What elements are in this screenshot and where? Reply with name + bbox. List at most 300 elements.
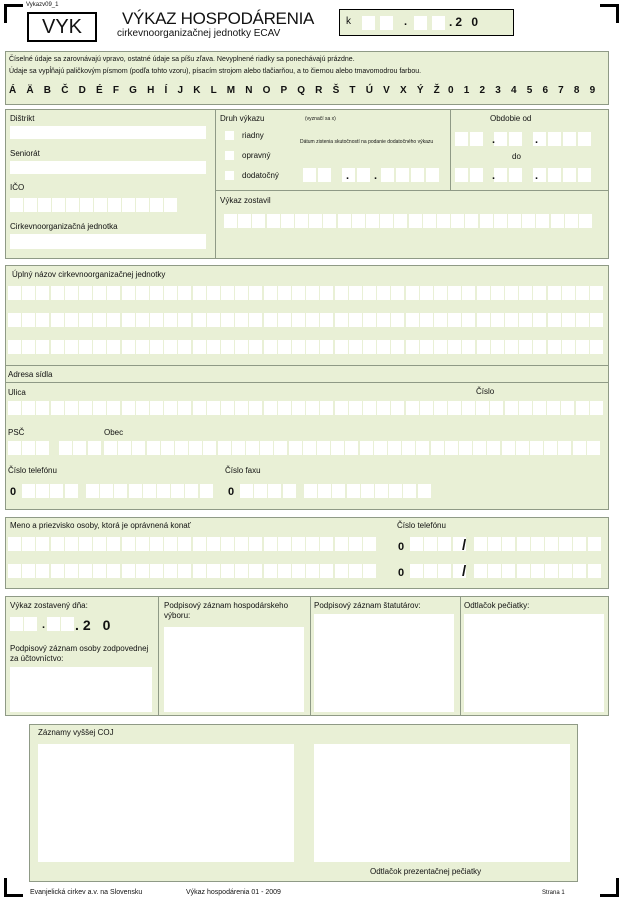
- authorized-phone-cell[interactable]: [424, 564, 437, 578]
- full-name-cell[interactable]: [562, 340, 575, 354]
- authorized-name-cell[interactable]: [306, 537, 319, 551]
- full-name-cell[interactable]: [363, 340, 376, 354]
- full-name-cell[interactable]: [136, 340, 149, 354]
- authorized-name-cell[interactable]: [164, 537, 177, 551]
- full-name-cell[interactable]: [249, 286, 262, 300]
- full-name-cell[interactable]: [79, 286, 92, 300]
- number-cell[interactable]: [576, 401, 589, 415]
- full-name-cell[interactable]: [320, 313, 333, 327]
- ico-cell[interactable]: [136, 198, 149, 212]
- town-cell[interactable]: [445, 441, 458, 455]
- compiled-by-cell[interactable]: [252, 214, 265, 228]
- full-name-cell[interactable]: [107, 286, 120, 300]
- street-cell[interactable]: [249, 401, 262, 415]
- ico-cell[interactable]: [150, 198, 163, 212]
- compiled-by-cell[interactable]: [338, 214, 351, 228]
- town-cell[interactable]: [203, 441, 216, 455]
- full-name-cell[interactable]: [406, 340, 419, 354]
- compiled-by-cell[interactable]: [522, 214, 535, 228]
- compiled-by-cell[interactable]: [579, 214, 592, 228]
- town-cell[interactable]: [289, 441, 302, 455]
- full-name-cell[interactable]: [150, 313, 163, 327]
- authorized-name-cell[interactable]: [51, 564, 64, 578]
- full-name-cell[interactable]: [448, 340, 461, 354]
- authorized-name-cell[interactable]: [107, 537, 120, 551]
- town-cell[interactable]: [431, 441, 444, 455]
- full-name-cell[interactable]: [235, 286, 248, 300]
- street-cell[interactable]: [221, 401, 234, 415]
- compiled-date-cell[interactable]: [10, 617, 23, 631]
- authorized-name-cell[interactable]: [349, 537, 362, 551]
- authorized-name-cell[interactable]: [193, 564, 206, 578]
- compiled-by-cell[interactable]: [409, 214, 422, 228]
- full-name-cell[interactable]: [306, 286, 319, 300]
- street-cell[interactable]: [79, 401, 92, 415]
- street-cell[interactable]: [36, 401, 49, 415]
- period-to-cell[interactable]: [578, 168, 591, 182]
- full-name-cell[interactable]: [207, 286, 220, 300]
- phone-cell[interactable]: [36, 484, 49, 498]
- authorized-name-cell[interactable]: [292, 537, 305, 551]
- town-cell[interactable]: [502, 441, 515, 455]
- full-name-cell[interactable]: [434, 286, 447, 300]
- full-name-cell[interactable]: [164, 313, 177, 327]
- town-cell[interactable]: [360, 441, 373, 455]
- full-name-cell[interactable]: [150, 340, 163, 354]
- finding-date-cell[interactable]: [303, 168, 316, 182]
- authorized-name-cell[interactable]: [235, 564, 248, 578]
- compiled-by-cell[interactable]: [508, 214, 521, 228]
- ico-cell[interactable]: [38, 198, 51, 212]
- full-name-cell[interactable]: [377, 313, 390, 327]
- full-name-cell[interactable]: [8, 340, 21, 354]
- street-cell[interactable]: [434, 401, 447, 415]
- ico-cell[interactable]: [108, 198, 121, 212]
- full-name-cell[interactable]: [278, 286, 291, 300]
- full-name-cell[interactable]: [278, 340, 291, 354]
- fax-cell[interactable]: [418, 484, 431, 498]
- authorized-name-cell[interactable]: [349, 564, 362, 578]
- street-cell[interactable]: [8, 401, 21, 415]
- town-cell[interactable]: [345, 441, 358, 455]
- town-cell[interactable]: [544, 441, 557, 455]
- full-name-cell[interactable]: [519, 313, 532, 327]
- full-name-cell[interactable]: [562, 313, 575, 327]
- full-name-cell[interactable]: [79, 313, 92, 327]
- full-name-cell[interactable]: [136, 286, 149, 300]
- authorized-phone-cell[interactable]: [410, 564, 423, 578]
- authorized-name-cell[interactable]: [249, 564, 262, 578]
- authorized-phone-cell[interactable]: [488, 537, 501, 551]
- authorized-name-cell[interactable]: [278, 537, 291, 551]
- street-cell[interactable]: [406, 401, 419, 415]
- full-name-cell[interactable]: [36, 313, 49, 327]
- fax-cell[interactable]: [304, 484, 317, 498]
- full-name-cell[interactable]: [335, 313, 348, 327]
- compiled-date-cell[interactable]: [24, 617, 37, 631]
- full-name-cell[interactable]: [576, 286, 589, 300]
- compiled-by-cell[interactable]: [323, 214, 336, 228]
- town-cell[interactable]: [232, 441, 245, 455]
- period-from-cell[interactable]: [470, 132, 483, 146]
- street-cell[interactable]: [448, 401, 461, 415]
- full-name-cell[interactable]: [519, 286, 532, 300]
- authorized-name-cell[interactable]: [320, 564, 333, 578]
- full-name-cell[interactable]: [292, 340, 305, 354]
- period-from-cell[interactable]: [548, 132, 561, 146]
- authorized-name-cell[interactable]: [178, 537, 191, 551]
- phone-cell[interactable]: [100, 484, 113, 498]
- psc-cell[interactable]: [59, 441, 72, 455]
- full-name-cell[interactable]: [65, 340, 78, 354]
- street-cell[interactable]: [335, 401, 348, 415]
- street-cell[interactable]: [235, 401, 248, 415]
- full-name-cell[interactable]: [448, 313, 461, 327]
- authorized-name-cell[interactable]: [221, 564, 234, 578]
- full-name-cell[interactable]: [249, 340, 262, 354]
- full-name-cell[interactable]: [122, 340, 135, 354]
- finding-date-cell[interactable]: [357, 168, 370, 182]
- authorized-phone-cell[interactable]: [559, 564, 572, 578]
- ico-cell[interactable]: [122, 198, 135, 212]
- ico-cell[interactable]: [66, 198, 79, 212]
- authorized-name-cell[interactable]: [8, 564, 21, 578]
- compiled-by-cell[interactable]: [295, 214, 308, 228]
- authorized-phone-cell[interactable]: [545, 564, 558, 578]
- full-name-cell[interactable]: [505, 313, 518, 327]
- compiled-date-cell[interactable]: [47, 617, 60, 631]
- street-cell[interactable]: [207, 401, 220, 415]
- authorized-name-cell[interactable]: [79, 564, 92, 578]
- full-name-cell[interactable]: [207, 313, 220, 327]
- authorized-name-cell[interactable]: [51, 537, 64, 551]
- full-name-cell[interactable]: [93, 313, 106, 327]
- fax-cell[interactable]: [283, 484, 296, 498]
- full-name-cell[interactable]: [590, 313, 603, 327]
- period-to-cell[interactable]: [470, 168, 483, 182]
- ico-cell[interactable]: [80, 198, 93, 212]
- town-cell[interactable]: [132, 441, 145, 455]
- finding-date-cell[interactable]: [318, 168, 331, 182]
- authorized-phone-cell[interactable]: [588, 537, 601, 551]
- authorized-name-cell[interactable]: [235, 537, 248, 551]
- psc-cell[interactable]: [36, 441, 49, 455]
- authorized-name-cell[interactable]: [136, 564, 149, 578]
- compiled-by-cell[interactable]: [380, 214, 393, 228]
- full-name-cell[interactable]: [292, 313, 305, 327]
- full-name-cell[interactable]: [207, 340, 220, 354]
- full-name-cell[interactable]: [533, 313, 546, 327]
- street-cell[interactable]: [363, 401, 376, 415]
- fax-cell[interactable]: [240, 484, 253, 498]
- authorized-name-cell[interactable]: [150, 564, 163, 578]
- authorized-name-cell[interactable]: [249, 537, 262, 551]
- full-name-cell[interactable]: [178, 286, 191, 300]
- ico-cell[interactable]: [164, 198, 177, 212]
- header-cell-2[interactable]: [380, 16, 393, 30]
- authorized-name-cell[interactable]: [306, 564, 319, 578]
- period-to-cell[interactable]: [509, 168, 522, 182]
- authorized-phone-cell[interactable]: [531, 537, 544, 551]
- town-cell[interactable]: [473, 441, 486, 455]
- district-field[interactable]: [10, 126, 206, 139]
- authorized-phone-cell[interactable]: [573, 537, 586, 551]
- town-cell[interactable]: [587, 441, 600, 455]
- phone-cell[interactable]: [157, 484, 170, 498]
- authorized-name-cell[interactable]: [264, 564, 277, 578]
- compiled-by-cell[interactable]: [565, 214, 578, 228]
- street-cell[interactable]: [22, 401, 35, 415]
- full-name-cell[interactable]: [562, 286, 575, 300]
- phone-cell[interactable]: [50, 484, 63, 498]
- full-name-cell[interactable]: [193, 340, 206, 354]
- full-name-cell[interactable]: [107, 313, 120, 327]
- full-name-cell[interactable]: [264, 340, 277, 354]
- full-name-cell[interactable]: [8, 286, 21, 300]
- full-name-cell[interactable]: [391, 340, 404, 354]
- town-cell[interactable]: [558, 441, 571, 455]
- full-name-cell[interactable]: [491, 286, 504, 300]
- period-from-cell[interactable]: [563, 132, 576, 146]
- full-name-cell[interactable]: [65, 313, 78, 327]
- ico-cell[interactable]: [52, 198, 65, 212]
- town-cell[interactable]: [331, 441, 344, 455]
- street-cell[interactable]: [391, 401, 404, 415]
- compiled-by-cell[interactable]: [309, 214, 322, 228]
- full-name-cell[interactable]: [320, 340, 333, 354]
- full-name-cell[interactable]: [363, 313, 376, 327]
- number-cell[interactable]: [505, 401, 518, 415]
- period-from-cell[interactable]: [494, 132, 507, 146]
- authorized-name-cell[interactable]: [278, 564, 291, 578]
- full-name-cell[interactable]: [235, 340, 248, 354]
- town-cell[interactable]: [104, 441, 117, 455]
- compiled-by-cell[interactable]: [281, 214, 294, 228]
- town-cell[interactable]: [303, 441, 316, 455]
- full-name-cell[interactable]: [51, 313, 64, 327]
- full-name-cell[interactable]: [235, 313, 248, 327]
- header-cell-4[interactable]: [432, 16, 445, 30]
- full-name-cell[interactable]: [22, 286, 35, 300]
- authorized-name-cell[interactable]: [36, 537, 49, 551]
- full-name-cell[interactable]: [193, 313, 206, 327]
- full-name-cell[interactable]: [548, 340, 561, 354]
- full-name-cell[interactable]: [221, 286, 234, 300]
- authorized-phone-cell[interactable]: [517, 537, 530, 551]
- full-name-cell[interactable]: [505, 286, 518, 300]
- authorized-name-cell[interactable]: [36, 564, 49, 578]
- town-cell[interactable]: [530, 441, 543, 455]
- authorized-name-cell[interactable]: [363, 537, 376, 551]
- authorized-name-cell[interactable]: [335, 564, 348, 578]
- full-name-cell[interactable]: [505, 340, 518, 354]
- period-from-cell[interactable]: [509, 132, 522, 146]
- full-name-cell[interactable]: [65, 286, 78, 300]
- full-name-cell[interactable]: [36, 340, 49, 354]
- compiled-by-cell[interactable]: [551, 214, 564, 228]
- street-cell[interactable]: [306, 401, 319, 415]
- full-name-cell[interactable]: [462, 286, 475, 300]
- town-cell[interactable]: [459, 441, 472, 455]
- full-name-cell[interactable]: [519, 340, 532, 354]
- full-name-cell[interactable]: [377, 286, 390, 300]
- unit-field[interactable]: [10, 234, 206, 249]
- number-cell[interactable]: [561, 401, 574, 415]
- authorized-name-cell[interactable]: [264, 537, 277, 551]
- header-cell-1[interactable]: [362, 16, 375, 30]
- finding-date-cell[interactable]: [396, 168, 409, 182]
- full-name-cell[interactable]: [349, 313, 362, 327]
- compiled-by-cell[interactable]: [224, 214, 237, 228]
- full-name-cell[interactable]: [178, 340, 191, 354]
- authorized-name-cell[interactable]: [93, 564, 106, 578]
- number-cell[interactable]: [476, 401, 489, 415]
- full-name-cell[interactable]: [491, 313, 504, 327]
- town-cell[interactable]: [516, 441, 529, 455]
- higher-records-field[interactable]: [38, 744, 294, 862]
- compiled-by-cell[interactable]: [238, 214, 251, 228]
- full-name-cell[interactable]: [420, 286, 433, 300]
- street-cell[interactable]: [292, 401, 305, 415]
- stamp-field[interactable]: [464, 614, 604, 712]
- authorized-phone-cell[interactable]: [502, 537, 515, 551]
- street-cell[interactable]: [264, 401, 277, 415]
- authorized-name-cell[interactable]: [93, 537, 106, 551]
- full-name-cell[interactable]: [22, 340, 35, 354]
- authorized-phone-cell[interactable]: [502, 564, 515, 578]
- street-cell[interactable]: [349, 401, 362, 415]
- full-name-cell[interactable]: [406, 313, 419, 327]
- authorized-name-cell[interactable]: [164, 564, 177, 578]
- full-name-cell[interactable]: [93, 286, 106, 300]
- authorized-phone-cell[interactable]: [410, 537, 423, 551]
- street-cell[interactable]: [420, 401, 433, 415]
- town-cell[interactable]: [274, 441, 287, 455]
- ico-cell[interactable]: [94, 198, 107, 212]
- town-cell[interactable]: [416, 441, 429, 455]
- full-name-cell[interactable]: [477, 313, 490, 327]
- fax-cell[interactable]: [268, 484, 281, 498]
- compiled-by-cell[interactable]: [494, 214, 507, 228]
- street-cell[interactable]: [51, 401, 64, 415]
- authorized-phone-cell[interactable]: [438, 564, 451, 578]
- authorized-name-cell[interactable]: [136, 537, 149, 551]
- accounting-signature-field[interactable]: [10, 667, 152, 712]
- authorized-name-cell[interactable]: [65, 564, 78, 578]
- full-name-cell[interactable]: [335, 286, 348, 300]
- psc-cell[interactable]: [73, 441, 86, 455]
- full-name-cell[interactable]: [164, 286, 177, 300]
- full-name-cell[interactable]: [391, 286, 404, 300]
- full-name-cell[interactable]: [264, 313, 277, 327]
- type-riadny-checkbox[interactable]: [225, 131, 234, 140]
- authorized-name-cell[interactable]: [65, 537, 78, 551]
- number-cell[interactable]: [490, 401, 503, 415]
- full-name-cell[interactable]: [548, 286, 561, 300]
- period-to-cell[interactable]: [494, 168, 507, 182]
- authorized-name-cell[interactable]: [22, 537, 35, 551]
- phone-cell[interactable]: [143, 484, 156, 498]
- full-name-cell[interactable]: [249, 313, 262, 327]
- seniorat-field[interactable]: [10, 161, 206, 174]
- authorized-name-cell[interactable]: [207, 564, 220, 578]
- street-cell[interactable]: [93, 401, 106, 415]
- authorized-name-cell[interactable]: [122, 564, 135, 578]
- street-cell[interactable]: [65, 401, 78, 415]
- type-opravny-checkbox[interactable]: [225, 151, 234, 160]
- full-name-cell[interactable]: [320, 286, 333, 300]
- full-name-cell[interactable]: [462, 313, 475, 327]
- full-name-cell[interactable]: [377, 340, 390, 354]
- period-to-cell[interactable]: [563, 168, 576, 182]
- fax-cell[interactable]: [375, 484, 388, 498]
- full-name-cell[interactable]: [548, 313, 561, 327]
- full-name-cell[interactable]: [576, 313, 589, 327]
- period-to-cell[interactable]: [455, 168, 468, 182]
- authorized-phone-cell[interactable]: [474, 564, 487, 578]
- full-name-cell[interactable]: [349, 286, 362, 300]
- full-name-cell[interactable]: [79, 340, 92, 354]
- compiled-by-cell[interactable]: [536, 214, 549, 228]
- compiled-by-cell[interactable]: [451, 214, 464, 228]
- board-signature-field[interactable]: [164, 627, 304, 712]
- full-name-cell[interactable]: [349, 340, 362, 354]
- street-cell[interactable]: [377, 401, 390, 415]
- compiled-by-cell[interactable]: [267, 214, 280, 228]
- phone-cell[interactable]: [200, 484, 213, 498]
- full-name-cell[interactable]: [335, 340, 348, 354]
- phone-cell[interactable]: [171, 484, 184, 498]
- compiled-by-cell[interactable]: [394, 214, 407, 228]
- authorized-name-cell[interactable]: [335, 537, 348, 551]
- town-cell[interactable]: [573, 441, 586, 455]
- authorized-name-cell[interactable]: [207, 537, 220, 551]
- number-cell[interactable]: [590, 401, 603, 415]
- full-name-cell[interactable]: [278, 313, 291, 327]
- phone-cell[interactable]: [22, 484, 35, 498]
- authorized-name-cell[interactable]: [8, 537, 21, 551]
- compiled-by-cell[interactable]: [465, 214, 478, 228]
- authorized-name-cell[interactable]: [150, 537, 163, 551]
- fax-cell[interactable]: [361, 484, 374, 498]
- authorized-name-cell[interactable]: [79, 537, 92, 551]
- authorized-phone-cell[interactable]: [588, 564, 601, 578]
- full-name-cell[interactable]: [448, 286, 461, 300]
- town-cell[interactable]: [317, 441, 330, 455]
- psc-cell[interactable]: [8, 441, 21, 455]
- finding-date-cell[interactable]: [381, 168, 394, 182]
- full-name-cell[interactable]: [306, 313, 319, 327]
- full-name-cell[interactable]: [363, 286, 376, 300]
- full-name-cell[interactable]: [150, 286, 163, 300]
- full-name-cell[interactable]: [193, 286, 206, 300]
- full-name-cell[interactable]: [533, 286, 546, 300]
- full-name-cell[interactable]: [264, 286, 277, 300]
- full-name-cell[interactable]: [420, 340, 433, 354]
- full-name-cell[interactable]: [178, 313, 191, 327]
- full-name-cell[interactable]: [406, 286, 419, 300]
- number-cell[interactable]: [533, 401, 546, 415]
- authorized-name-cell[interactable]: [320, 537, 333, 551]
- number-cell[interactable]: [462, 401, 475, 415]
- street-cell[interactable]: [320, 401, 333, 415]
- authorized-phone-cell[interactable]: [573, 564, 586, 578]
- authorized-phone-cell[interactable]: [517, 564, 530, 578]
- period-to-cell[interactable]: [548, 168, 561, 182]
- type-dodatocny-checkbox[interactable]: [225, 171, 234, 180]
- full-name-cell[interactable]: [590, 286, 603, 300]
- finding-date-cell[interactable]: [426, 168, 439, 182]
